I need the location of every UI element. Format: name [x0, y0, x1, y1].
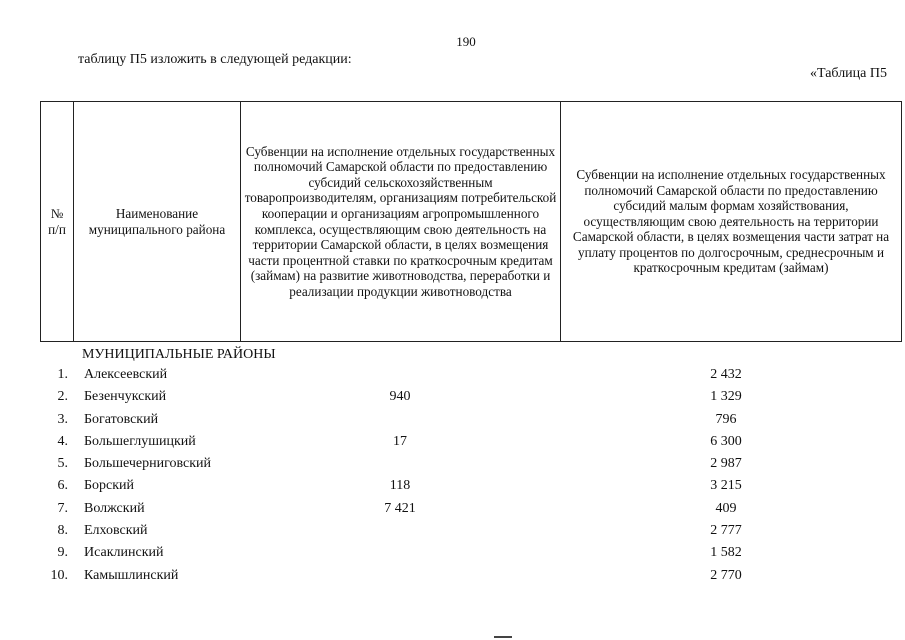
table-row: [40, 498, 890, 520]
small-farms-subvention-value: 1 329: [710, 389, 742, 405]
small-farms-subvention-value: 1 582: [710, 545, 742, 561]
header-district-name: Наименование муниципального района: [74, 102, 241, 342]
table-row: [40, 520, 890, 542]
small-farms-subvention-value: 409: [715, 500, 737, 516]
livestock-subvention-value: 7 421: [384, 500, 416, 516]
district-name: Исаклинский: [84, 545, 164, 561]
row-number: 2.: [57, 389, 68, 405]
row-number: 10.: [50, 567, 68, 583]
small-farms-subvention-value: 2 432: [710, 367, 742, 382]
row-number: 8.: [57, 523, 68, 539]
header-row: [41, 102, 902, 342]
header-subvention-small-farms: Субвенции на исполнение отдельных государственных полномочий Самарской области по предоставлению субсидий малым формам хозяйствования, осуществляющим свою деятельность на территории Самарской области, в целях возмещения части затрат на уплату процентов по долгосрочным, среднесрочным и краткосрочным кредитам (займам): [561, 102, 902, 342]
page-edge-mark: [494, 636, 512, 638]
small-farms-subvention-value: 2 987: [710, 456, 742, 472]
district-name: Большечерниговский: [84, 456, 212, 472]
header-subvention-livestock: Субвенции на исполнение отдельных государственных полномочий Самарской области по предоставлению субсидий сельскохозяйственным товаропроизводителям, организациям потребительской кооперации и организациям агропромышленного комплекса, осуществляющим свою деятельность на территории Самарской области, в целях возмещения части процентной ставки по краткосрочным кредитам (займам) на развитие животноводства, переработки и реализации продукции животноводства: [241, 102, 561, 342]
table-body: [40, 364, 890, 587]
livestock-subvention-value: 118: [389, 478, 411, 494]
district-name: Камышлинский: [84, 567, 179, 583]
row-number: 9.: [57, 545, 68, 561]
district-name: Волжский: [84, 500, 145, 516]
row-number: 3.: [57, 411, 68, 427]
table-row: [40, 386, 890, 408]
table-row: [40, 565, 890, 587]
district-name: Большеглушицкий: [84, 433, 196, 449]
livestock-subvention-value: 17: [393, 433, 407, 449]
table-row: [40, 542, 890, 564]
table-row: [40, 453, 890, 475]
district-name: Богатовский: [84, 411, 159, 427]
table-header: [40, 101, 902, 342]
row-number: 4.: [57, 433, 68, 449]
row-number: 6.: [57, 478, 68, 494]
small-farms-subvention-value: 2 770: [710, 567, 742, 583]
row-number: 7.: [57, 500, 68, 516]
small-farms-subvention-value: 796: [715, 411, 737, 427]
page-number: 190: [456, 34, 476, 49]
table-row: [40, 364, 890, 386]
small-farms-subvention-value: 6 300: [710, 433, 742, 449]
small-farms-subvention-value: 3 215: [710, 478, 742, 494]
small-farms-subvention-value: 2 777: [710, 523, 742, 539]
intro-text: таблицу П5 изложить в следующей редакции:: [78, 52, 352, 67]
row-number: 5.: [57, 456, 68, 472]
district-name: Безенчукский: [84, 389, 167, 405]
table-caption: «Таблица П5: [810, 66, 887, 81]
table-row: [40, 409, 890, 431]
section-title: МУНИЦИПАЛЬНЫЕ РАЙОНЫ: [82, 347, 276, 362]
district-name: Алексеевский: [84, 367, 168, 382]
row-number: 1.: [57, 367, 68, 382]
table-row: [40, 475, 890, 497]
district-name: Елховский: [84, 523, 148, 539]
district-name: Борский: [84, 478, 135, 494]
livestock-subvention-value: 940: [389, 389, 411, 405]
table-row: [40, 431, 890, 453]
header-number: № п/п: [41, 102, 74, 342]
